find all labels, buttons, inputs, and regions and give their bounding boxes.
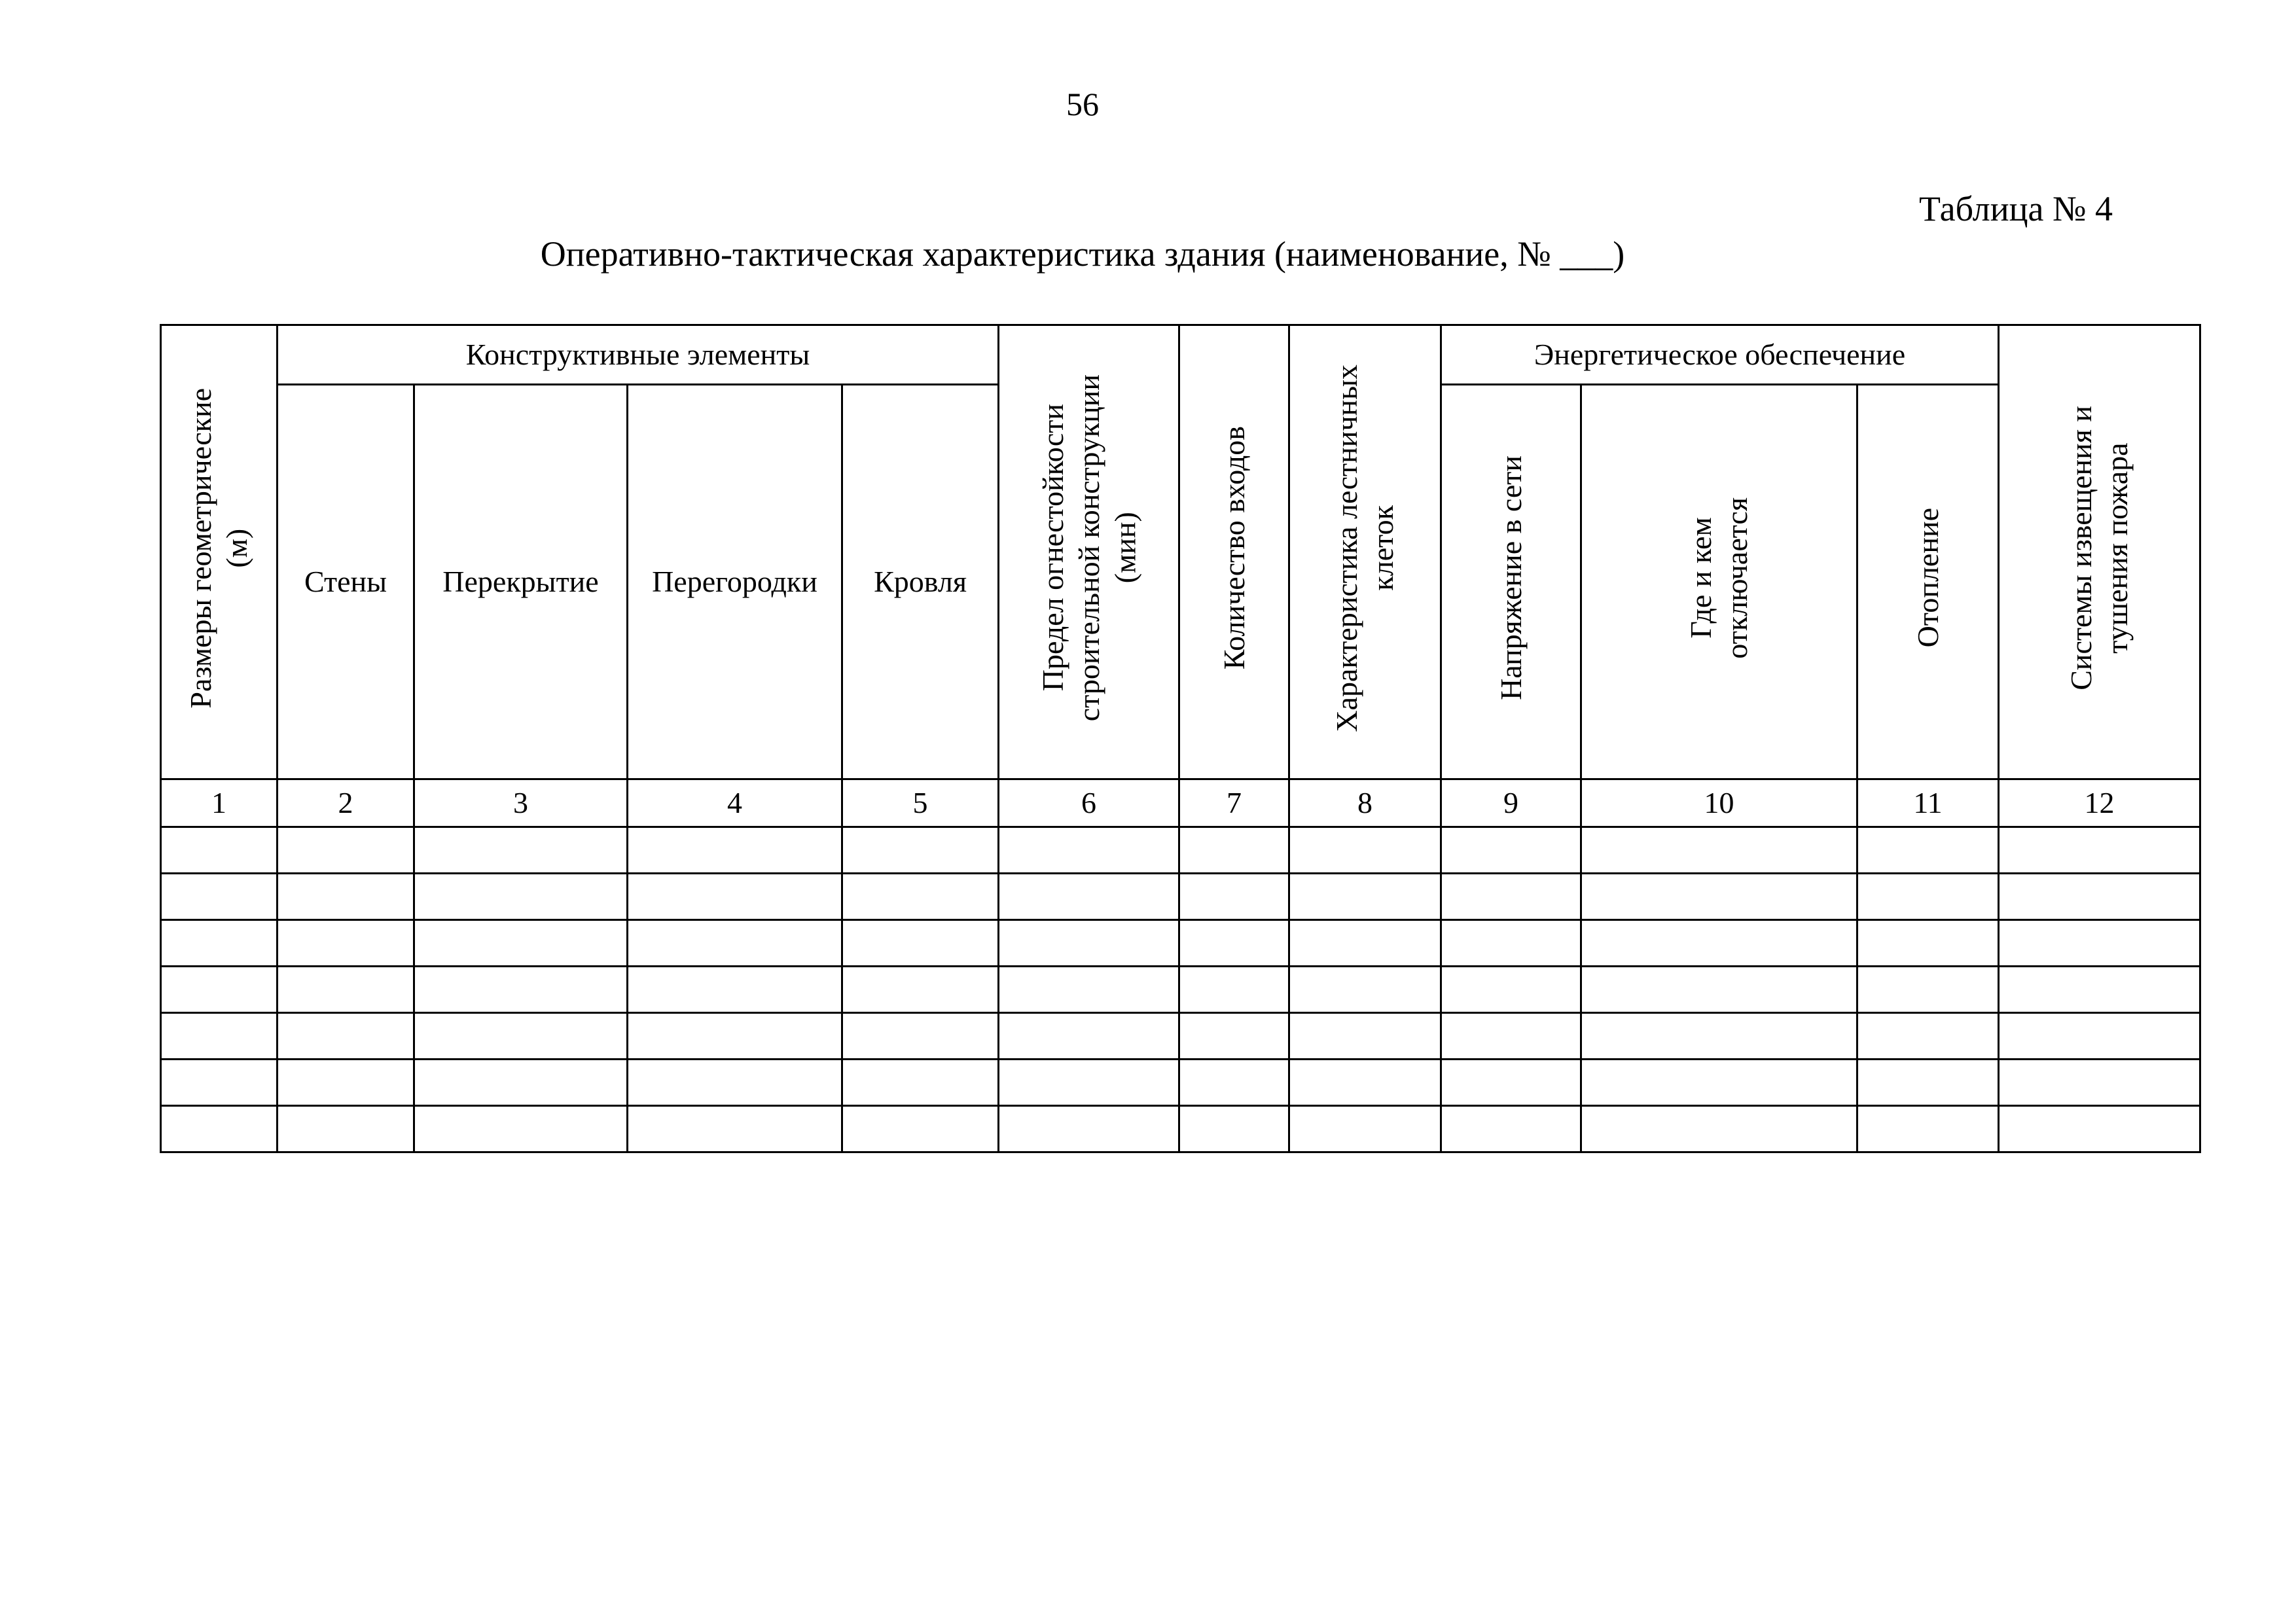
header-stairwells-line2: клеток bbox=[1366, 505, 1400, 591]
table-label: Таблица № 4 bbox=[1919, 189, 2113, 228]
table-cell bbox=[1857, 920, 1999, 967]
column-number-row bbox=[161, 779, 2200, 827]
table-cell bbox=[1179, 1060, 1289, 1106]
table-cell bbox=[1581, 874, 1857, 920]
header-voltage-text: Напряжение в сети bbox=[1494, 455, 1528, 700]
table-cell bbox=[842, 1060, 999, 1106]
table-cell bbox=[161, 920, 278, 967]
table-cell bbox=[161, 827, 278, 874]
table-cell bbox=[1999, 920, 2200, 967]
header-voltage bbox=[1441, 385, 1581, 779]
table-cell bbox=[1581, 967, 1857, 1013]
header-dimensions bbox=[161, 325, 278, 779]
table-cell bbox=[1441, 874, 1581, 920]
header-roof: Кровля bbox=[842, 385, 999, 779]
header-shutoff-line2: отключается bbox=[1720, 497, 1754, 659]
table-cell bbox=[1441, 967, 1581, 1013]
header-row-groups bbox=[161, 325, 2200, 385]
table-cell bbox=[1999, 874, 2200, 920]
table-cell bbox=[1179, 920, 1289, 967]
header-shutoff bbox=[1581, 385, 1857, 779]
blank-rows-body bbox=[161, 827, 2200, 1152]
table-cell bbox=[161, 1060, 278, 1106]
column-number: 6 bbox=[999, 779, 1179, 827]
table-cell bbox=[414, 1013, 628, 1060]
column-number: 2 bbox=[278, 779, 414, 827]
table-cell bbox=[1581, 920, 1857, 967]
table-cell bbox=[628, 1013, 842, 1060]
header-entrances bbox=[1179, 325, 1289, 779]
table-cell bbox=[1857, 1060, 1999, 1106]
header-stairwells-line1: Характеристика лестничных bbox=[1330, 364, 1364, 732]
table-cell bbox=[999, 1106, 1179, 1152]
header-shutoff-line1: Где и кем bbox=[1684, 517, 1718, 639]
table-cell bbox=[1857, 967, 1999, 1013]
table-cell bbox=[1999, 1060, 2200, 1106]
table-cell bbox=[161, 1106, 278, 1152]
table-cell bbox=[161, 1013, 278, 1060]
table-cell bbox=[1179, 1106, 1289, 1152]
table-cell bbox=[1179, 967, 1289, 1013]
table-cell bbox=[278, 967, 414, 1013]
table-cell bbox=[414, 874, 628, 920]
table-cell bbox=[161, 874, 278, 920]
table-cell bbox=[999, 874, 1179, 920]
column-number: 5 bbox=[842, 779, 999, 827]
header-fire-systems-line2: тушения пожара bbox=[2100, 442, 2134, 654]
table-row bbox=[161, 827, 2200, 874]
table-cell bbox=[1999, 1106, 2200, 1152]
header-energy-group: Энергетическое обеспечение bbox=[1441, 325, 1999, 385]
header-fire-resistance-line1: Предел огнестойкости bbox=[1035, 404, 1069, 692]
table-cell bbox=[628, 920, 842, 967]
table-cell bbox=[999, 920, 1179, 967]
table-cell bbox=[1179, 827, 1289, 874]
table-cell bbox=[1289, 827, 1441, 874]
table-row bbox=[161, 1013, 2200, 1060]
table-cell bbox=[1581, 1060, 1857, 1106]
table-row bbox=[161, 920, 2200, 967]
header-dimensions-line2: (м) bbox=[220, 528, 254, 568]
table-cell bbox=[628, 827, 842, 874]
header-construction-group: Конструктивные элементы bbox=[278, 325, 999, 385]
table-cell bbox=[842, 874, 999, 920]
column-number: 1 bbox=[161, 779, 278, 827]
table-cell bbox=[161, 967, 278, 1013]
table-cell bbox=[1289, 1106, 1441, 1152]
header-heating bbox=[1857, 385, 1999, 779]
table-cell bbox=[1999, 967, 2200, 1013]
table-cell bbox=[999, 967, 1179, 1013]
table-cell bbox=[414, 827, 628, 874]
table-cell bbox=[1441, 1106, 1581, 1152]
table-cell bbox=[1179, 874, 1289, 920]
table-cell bbox=[842, 920, 999, 967]
header-partitions: Перегородки bbox=[628, 385, 842, 779]
header-entrances-text: Количество входов bbox=[1217, 426, 1251, 670]
header-dimensions-line1: Размеры геометрические bbox=[184, 387, 218, 709]
table-cell bbox=[278, 920, 414, 967]
table-cell bbox=[842, 827, 999, 874]
table-cell bbox=[278, 874, 414, 920]
table-cell bbox=[628, 1106, 842, 1152]
table-cell bbox=[628, 1060, 842, 1106]
table-cell bbox=[1857, 1013, 1999, 1060]
header-fire-resistance bbox=[999, 325, 1179, 779]
table-cell bbox=[414, 967, 628, 1013]
table-row bbox=[161, 1106, 2200, 1152]
column-number: 3 bbox=[414, 779, 628, 827]
table-cell bbox=[414, 920, 628, 967]
column-number: 4 bbox=[628, 779, 842, 827]
table-cell bbox=[1441, 1060, 1581, 1106]
table-cell bbox=[278, 1060, 414, 1106]
column-number: 12 bbox=[1999, 779, 2200, 827]
table-row bbox=[161, 874, 2200, 920]
table-cell bbox=[628, 967, 842, 1013]
column-number: 10 bbox=[1581, 779, 1857, 827]
column-number: 7 bbox=[1179, 779, 1289, 827]
header-stairwells bbox=[1289, 325, 1441, 779]
table-cell bbox=[1441, 827, 1581, 874]
table-row bbox=[161, 967, 2200, 1013]
column-number: 9 bbox=[1441, 779, 1581, 827]
page-number: 56 bbox=[1066, 86, 1099, 122]
table-cell bbox=[1581, 1106, 1857, 1152]
building-characteristics-table bbox=[160, 324, 2201, 1153]
table-cell bbox=[1999, 827, 2200, 874]
table-cell bbox=[1441, 1013, 1581, 1060]
table-cell bbox=[1289, 874, 1441, 920]
header-fire-resistance-line2: строительной конструкции bbox=[1071, 374, 1105, 722]
table-cell bbox=[842, 1013, 999, 1060]
table-cell bbox=[1999, 1013, 2200, 1060]
table-cell bbox=[414, 1106, 628, 1152]
table-cell bbox=[1289, 920, 1441, 967]
document-title: Оперативно-тактическая характеристика здания (наименование, № ___) bbox=[540, 234, 1625, 274]
header-floors: Перекрытие bbox=[414, 385, 628, 779]
table-cell bbox=[1289, 967, 1441, 1013]
table-cell bbox=[1289, 1013, 1441, 1060]
table-cell bbox=[278, 827, 414, 874]
table-row bbox=[161, 1060, 2200, 1106]
table-cell bbox=[278, 1106, 414, 1152]
header-fire-systems bbox=[1999, 325, 2200, 779]
table-cell bbox=[999, 827, 1179, 874]
table-cell bbox=[1581, 1013, 1857, 1060]
table-cell bbox=[842, 1106, 999, 1152]
table-cell bbox=[1179, 1013, 1289, 1060]
table-cell bbox=[1857, 827, 1999, 874]
table-cell bbox=[842, 967, 999, 1013]
header-fire-resistance-line3: (мин) bbox=[1108, 512, 1142, 584]
table-cell bbox=[1857, 874, 1999, 920]
table-cell bbox=[278, 1013, 414, 1060]
table-cell bbox=[999, 1060, 1179, 1106]
header-fire-systems-line1: Системы извещения и bbox=[2064, 406, 2098, 690]
column-number: 11 bbox=[1857, 779, 1999, 827]
table-cell bbox=[1441, 920, 1581, 967]
table-cell bbox=[1857, 1106, 1999, 1152]
table-cell bbox=[1581, 827, 1857, 874]
table-cell bbox=[1289, 1060, 1441, 1106]
table-cell bbox=[414, 1060, 628, 1106]
table-cell bbox=[628, 874, 842, 920]
column-number: 8 bbox=[1289, 779, 1441, 827]
table-cell bbox=[999, 1013, 1179, 1060]
header-walls: Стены bbox=[278, 385, 414, 779]
header-heating-text: Отопление bbox=[1910, 508, 1945, 648]
